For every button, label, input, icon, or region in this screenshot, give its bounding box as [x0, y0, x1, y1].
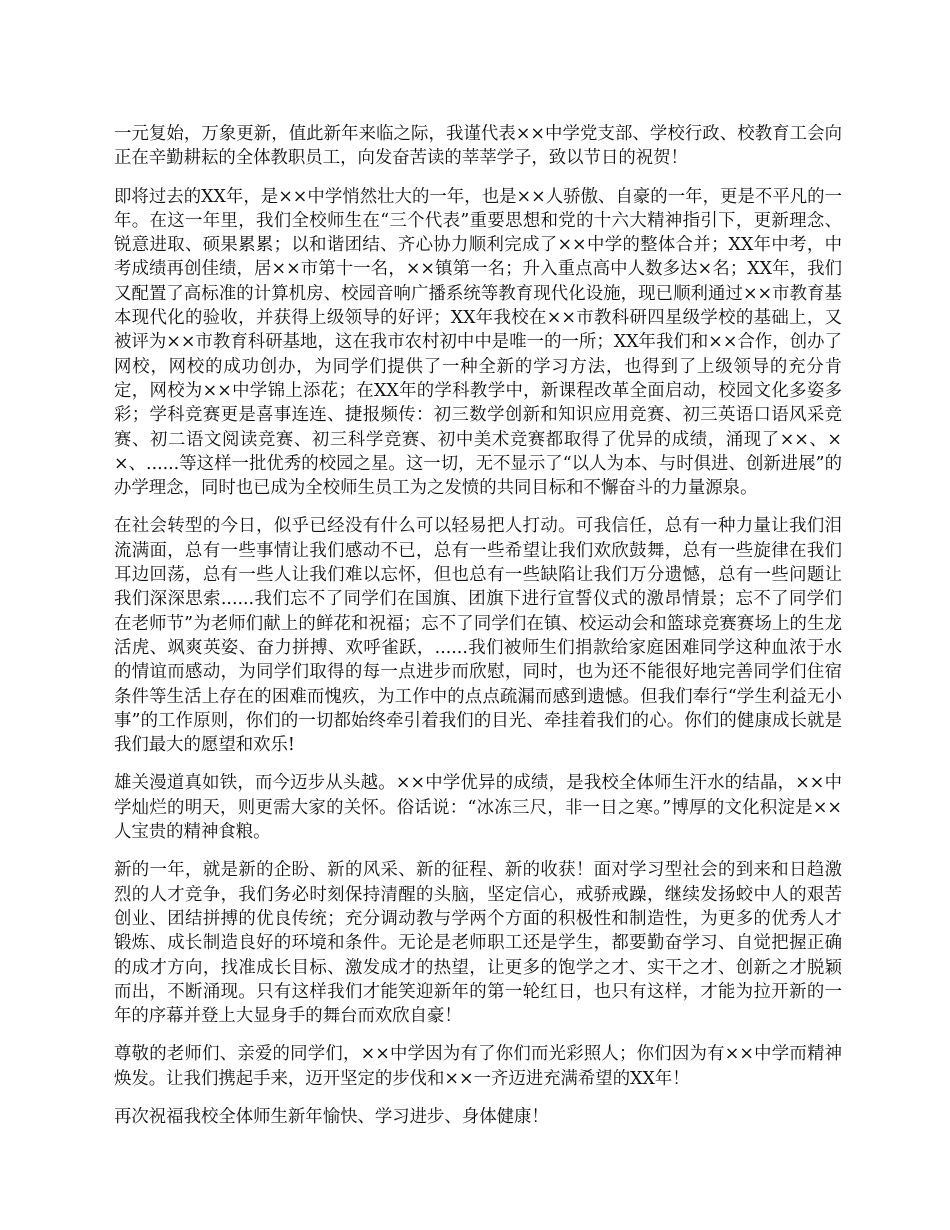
- paragraph-moments: 在社会转型的今日，似乎已经没有什么可以轻易把人打动。可我信任，总有一种力量让我们泪流满面，总有一些事情让我们感动不已，总有一些希望让我们欢欣鼓舞，总有一些旋律在我们耳边回荡，总有一些人让我们难以忘怀，但也总有一些缺陷让我们万分遗憾，总有一些问题让我们深深思索......我们忘不了同学们在国旗、团旗下进行宣誓仪式的激昂情景；忘不了同学们在老师节”为老师们献上的鲜花和祝福；忘不了同学们在镇、校运动会和篮球竞赛赛场上的生龙活虎、飒爽英姿、奋力拼搏、欢呼雀跃，......我们被师生们捐款给家庭困难同学这种血浓于水的情谊而感动，为同学们取得的每一点进步而欣慰，同时，也为还不能很好地完善同学们住宿条件等生活上存在的困难而愧疚，为工作中的点点疏漏而感到遗憾。但我们奉行“学生利益无小事”的工作原则，你们的一切都始终牵引着我们的目光、牵挂着我们的心。你们的健康成长就是我们最大的愿望和欢乐!: [114, 516, 842, 756]
- paragraph-greeting: 一元复始，万象更新，值此新年来临之际，我谨代表××中学党支部、学校行政、校教育工会向正在辛勤耕耘的全体教职员工，向发奋苦读的莘莘学子，致以节日的祝贺！: [114, 124, 842, 169]
- paragraph-call-to-action: 尊敬的老师们、亲爱的同学们，××中学因为有了你们而光彩照人；你们因为有××中学而精神焕发。让我们携起手来，迈开坚定的步伐和××一齐迈进充满希望的XX年！: [114, 1044, 842, 1089]
- document-body: [114, 122, 842, 1143]
- paragraph-closing-wishes: 再次祝福我校全体师生新年愉快、学习进步、身体健康！: [114, 1106, 549, 1127]
- paragraph-new-year-goals: 新的一年，就是新的企盼、新的风采、新的征程、新的收获！面对学习型社会的到来和日趋激烈的人才竞争，我们务必时刻保持清醒的头脑，坚定信心，戒骄戒躁，继续发扬蛟中人的艰苦创业、团结拼搏的优良传统；充分调动教与学两个方面的积极性和制造性，为更多的优秀人才锻炼、成长制造良好的环境和条件。无论是老师职工还是学生，都要勤奋学习、自觉把握正确的成才方向，找准成长目标、激发成才的热望，让更多的饱学之才、实干之才、创新之才脱颖而出，不断涌现。只有这样我们才能笑迎新年的第一轮红日，也只有这样，才能为拉开新的一年的序幕并登上大显身手的舞台而欢欣自豪！: [114, 860, 842, 1027]
- paragraph-year-review: 即将过去的XX年，是××中学悄然壮大的一年，也是××人骄傲、自豪的一年，更是不平凡的一年。在这一年里，我们全校师生在“三个代表”重要思想和党的十六大精神指引下，更新理念、锐意进取、硕果累累；以和谐团结、齐心协力顺利完成了××中学的整体合并；XX年中考，中考成绩再创佳绩，居××市第十一名，××镇第一名；升入重点高中人数多达×名；XX年，我们又配置了高标准的计算机房、校园音响广播系统等教育现代化设施，现已顺利通过××市教育基本现代化的验收，并获得上级领导的好评；XX年我校在××市教科研四星级学校的基础上，又被评为××市教育科研基地，这在我市农村初中中是唯一的一所；XX年我们和××合作，创办了网校，网校的成功创办，为同学们提供了一种全新的学习方法，也得到了上级领导的充分肯定，网校为××中学锦上添花；在XX年的学科教学中，新课程改革全面启动，校园文化多姿多彩；学科竞赛更是喜事连连、捷报频传：初三数学创新和知识应用竞赛、初三英语口语风采竞赛、初二语文阅读竞赛、初三科学竞赛、初中美术竞赛都取得了优异的成绩，涌现了××、××、......等这样一批优秀的校园之星。这一切，无不显示了“以人为本、与时俱进、创新进展”的办学理念，同时也已成为全校师生员工为之发愤的共同目标和不懈奋斗的力量源泉。: [114, 186, 842, 499]
- paragraph-outlook: 雄关漫道真如铁，而今迈步从头越。××中学优异的成绩，是我校全体师生汗水的结晶，××中学灿烂的明天，则更需大家的关怀。俗话说：“冰冻三尺，非一日之寒。”博厚的文化积淀是××人宝贵的精神食粮。: [114, 773, 842, 843]
